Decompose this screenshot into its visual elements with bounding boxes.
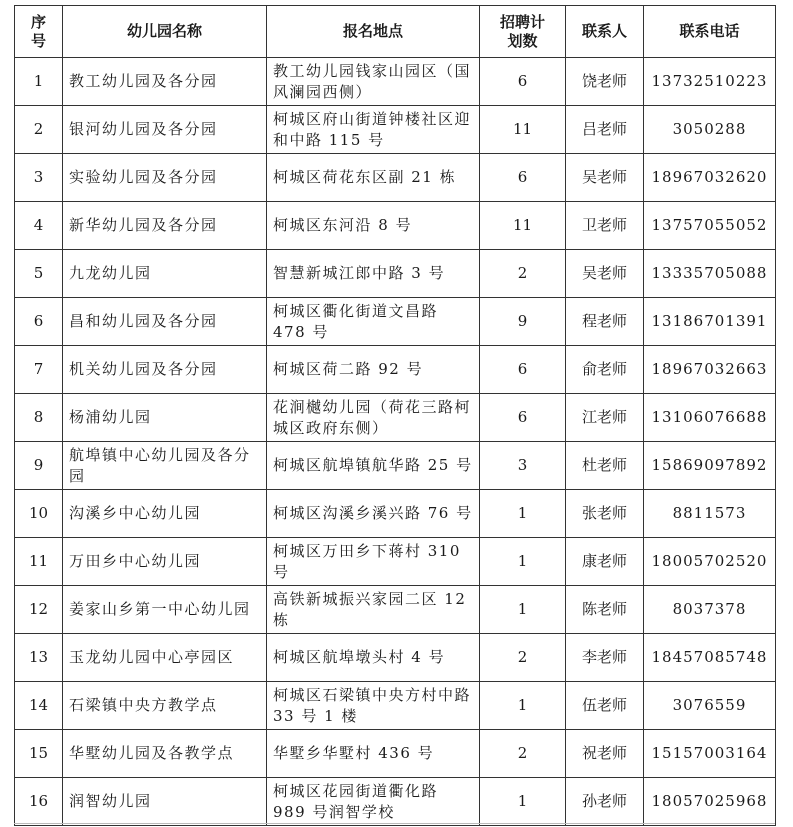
cell-name: 姜家山乡第一中心幼儿园 [63,586,267,634]
cell-location: 柯城区衢化街道文昌路 478 号 [267,298,480,346]
cell-no: 12 [15,586,63,634]
cell-no: 16 [15,778,63,826]
cell-contact: 杜老师 [566,442,644,490]
cell-location: 柯城区万田乡下蒋村 310 号 [267,538,480,586]
cell-phone: 18967032663 [644,346,776,394]
cell-phone: 8037378 [644,586,776,634]
cell-count: 2 [480,730,566,778]
table-row [15,490,776,538]
cell-no: 10 [15,490,63,538]
cell-location: 高铁新城振兴家园二区 12 栋 [267,586,480,634]
table-row [15,634,776,682]
cell-location: 柯城区荷二路 92 号 [267,346,480,394]
header-name: 幼儿园名称 [63,6,267,58]
cell-no: 14 [15,682,63,730]
cell-phone: 13335705088 [644,250,776,298]
cell-count: 2 [480,250,566,298]
table-row [15,538,776,586]
cell-phone: 18005702520 [644,538,776,586]
cell-phone: 18967032620 [644,154,776,202]
table-row [15,250,776,298]
cell-location: 华墅乡华墅村 436 号 [267,730,480,778]
cell-name: 沟溪乡中心幼儿园 [63,490,267,538]
cell-contact: 孙老师 [566,778,644,826]
cell-phone: 18057025968 [644,778,776,826]
cell-name: 机关幼儿园及各分园 [63,346,267,394]
table-row [15,730,776,778]
cell-contact: 卫老师 [566,202,644,250]
cell-no: 2 [15,106,63,154]
recruitment-table [14,5,776,826]
cell-location: 教工幼儿园钱家山园区（国风澜园西侧） [267,58,480,106]
table-row [15,202,776,250]
cell-no: 4 [15,202,63,250]
cell-location: 花涧樾幼儿园（荷花三路柯城区政府东侧） [267,394,480,442]
cell-name: 教工幼儿园及各分园 [63,58,267,106]
table-row [15,346,776,394]
table-row [15,154,776,202]
cell-location: 柯城区东河沿 8 号 [267,202,480,250]
cell-count: 1 [480,490,566,538]
cell-contact: 陈老师 [566,586,644,634]
cell-name: 九龙幼儿园 [63,250,267,298]
table-row [15,394,776,442]
cell-phone: 13106076688 [644,394,776,442]
header-row [15,6,776,58]
header-contact: 联系人 [566,6,644,58]
table-row [15,778,776,826]
cell-no: 8 [15,394,63,442]
table-row [15,442,776,490]
table-row [15,106,776,154]
cell-count: 9 [480,298,566,346]
table-row [15,682,776,730]
cell-no: 6 [15,298,63,346]
cell-contact: 俞老师 [566,346,644,394]
cell-no: 7 [15,346,63,394]
cell-phone: 13757055052 [644,202,776,250]
cell-count: 1 [480,682,566,730]
cell-contact: 吴老师 [566,154,644,202]
cell-phone: 8811573 [644,490,776,538]
cell-count: 6 [480,58,566,106]
cell-contact: 吴老师 [566,250,644,298]
cell-contact: 饶老师 [566,58,644,106]
cell-location: 柯城区沟溪乡溪兴路 76 号 [267,490,480,538]
cell-location: 柯城区荷花东区副 21 栋 [267,154,480,202]
cell-contact: 程老师 [566,298,644,346]
cell-name: 实验幼儿园及各分园 [63,154,267,202]
cell-phone: 3050288 [644,106,776,154]
cell-no: 1 [15,58,63,106]
cell-count: 1 [480,538,566,586]
cell-no: 5 [15,250,63,298]
cell-phone: 13732510223 [644,58,776,106]
table-row [15,586,776,634]
table-body [15,58,776,826]
header-location: 报名地点 [267,6,480,58]
cell-location: 柯城区航埠镇航华路 25 号 [267,442,480,490]
cell-phone: 15869097892 [644,442,776,490]
cell-location: 柯城区府山街道钟楼社区迎和中路 115 号 [267,106,480,154]
cell-name: 杨浦幼儿园 [63,394,267,442]
cell-phone: 13186701391 [644,298,776,346]
cell-name: 华墅幼儿园及各教学点 [63,730,267,778]
cell-count: 6 [480,346,566,394]
cell-contact: 江老师 [566,394,644,442]
cell-contact: 伍老师 [566,682,644,730]
cell-no: 3 [15,154,63,202]
table-row [15,58,776,106]
cell-name: 润智幼儿园 [63,778,267,826]
cell-location: 柯城区花园街道衢化路 989 号润智学校 [267,778,480,826]
cell-no: 15 [15,730,63,778]
cell-phone: 18457085748 [644,634,776,682]
cell-no: 11 [15,538,63,586]
cell-no: 13 [15,634,63,682]
cell-count: 3 [480,442,566,490]
cell-count: 6 [480,154,566,202]
cell-contact: 李老师 [566,634,644,682]
cell-name: 新华幼儿园及各分园 [63,202,267,250]
page-bottom-rule [14,823,775,824]
cell-count: 2 [480,634,566,682]
table-row [15,298,776,346]
cell-name: 玉龙幼儿园中心亭园区 [63,634,267,682]
cell-count: 1 [480,586,566,634]
cell-location: 柯城区石梁镇中央方村中路 33 号 1 楼 [267,682,480,730]
header-count: 招聘计划数 [480,6,566,58]
cell-count: 11 [480,106,566,154]
cell-contact: 康老师 [566,538,644,586]
cell-no: 9 [15,442,63,490]
cell-contact: 祝老师 [566,730,644,778]
cell-count: 1 [480,778,566,826]
cell-contact: 吕老师 [566,106,644,154]
cell-count: 6 [480,394,566,442]
cell-name: 银河幼儿园及各分园 [63,106,267,154]
header-phone: 联系电话 [644,6,776,58]
cell-location: 智慧新城江郎中路 3 号 [267,250,480,298]
cell-contact: 张老师 [566,490,644,538]
cell-location: 柯城区航埠墩头村 4 号 [267,634,480,682]
cell-phone: 3076559 [644,682,776,730]
cell-phone: 15157003164 [644,730,776,778]
cell-name: 石梁镇中央方教学点 [63,682,267,730]
cell-name: 昌和幼儿园及各分园 [63,298,267,346]
cell-count: 11 [480,202,566,250]
cell-name: 航埠镇中心幼儿园及各分园 [63,442,267,490]
header-no: 序号 [15,6,63,58]
cell-name: 万田乡中心幼儿园 [63,538,267,586]
